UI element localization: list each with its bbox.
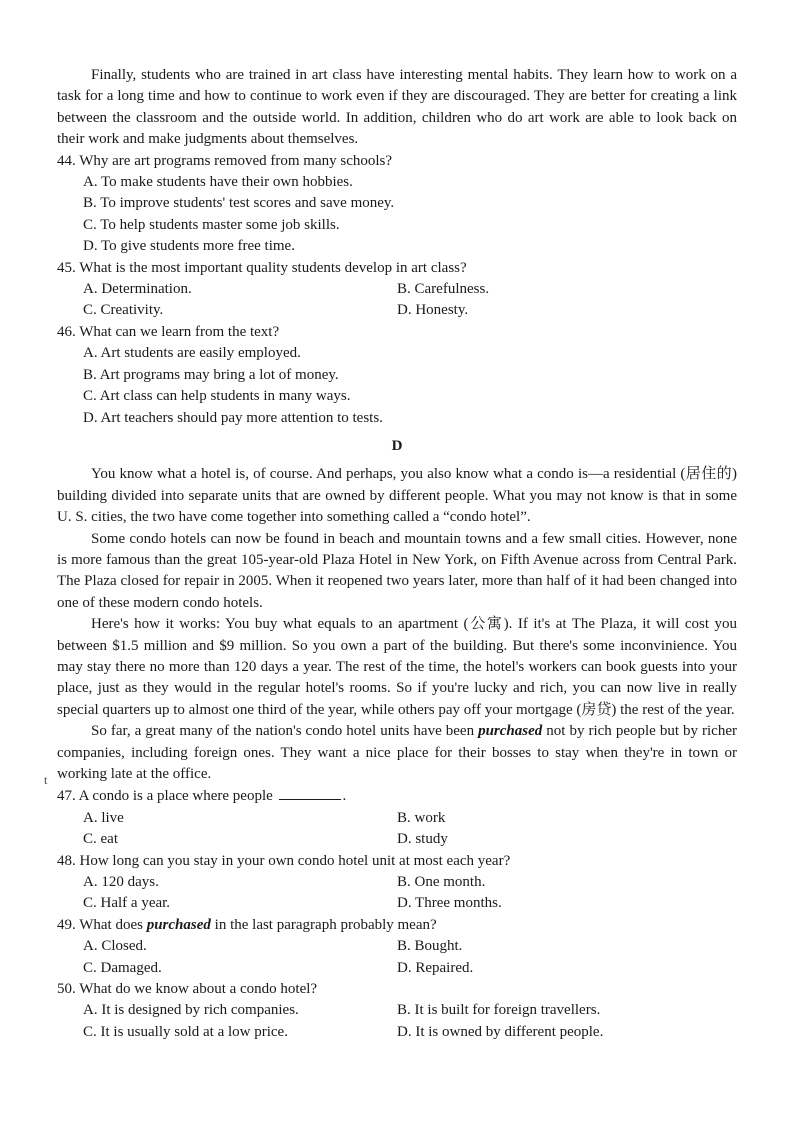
- passage-d-paragraph-2: Some condo hotels can now be found in beach and mountain towns and a few small cities. However, none is more famous than the great 105-year-old Plaza Hotel in New York, on Fifth Avenue across from Central Park. The Plaza closed for repair in 2005. When it reopened two years later, more than half of it had been changed into one of these modern condo hotels.: [57, 530, 737, 611]
- question-stem: [57, 915, 737, 936]
- question-44: [57, 151, 737, 258]
- question-stem: [57, 785, 737, 807]
- emphasized-word: purchased: [146, 916, 211, 933]
- option-d[interactable]: D. Repaired.: [397, 959, 474, 976]
- option-d[interactable]: D. Three months.: [397, 895, 502, 912]
- option-c[interactable]: C. Damaged.: [83, 959, 162, 976]
- option-b[interactable]: B. work: [397, 809, 446, 826]
- question-50: [57, 979, 737, 1043]
- option-b[interactable]: B. Bought.: [397, 938, 463, 955]
- option-c[interactable]: C. It is usually sold at a low price.: [83, 1023, 288, 1040]
- option-d[interactable]: D. Honesty.: [397, 302, 469, 319]
- stem-text-before: 47. A condo is a place where people: [57, 788, 277, 805]
- option-b[interactable]: B. Carefulness.: [397, 281, 490, 298]
- stem-text-after: in the last paragraph probably mean?: [210, 916, 437, 933]
- options-grid: [83, 872, 737, 915]
- question-stem: 44. Why are art programs removed from many schools?: [57, 152, 393, 169]
- question-stem: 50. What do we know about a condo hotel?: [57, 981, 318, 998]
- question-stem: 46. What can we learn from the text?: [57, 323, 280, 340]
- options-grid: [83, 1000, 737, 1043]
- paragraph-text-after: not by rich people but by richer companies, including foreign ones. They want a nice place for their bosses to stay when they're in town or working late at the office.: [57, 723, 737, 782]
- options-grid: [83, 279, 737, 322]
- stem-text-after: .: [342, 788, 347, 805]
- option-b[interactable]: B. It is built for foreign travellers.: [397, 1002, 601, 1019]
- option-a[interactable]: A. Closed.: [83, 938, 147, 955]
- option-a[interactable]: A. live: [83, 809, 124, 826]
- passage-d-paragraph-3: Here's how it works: You buy what equals to an apartment (公寓). If it's at The Plaza, it will cost you between $1.5 million and $9 million. So you own a part of the building. But there's some inconvinience. You may stay there no more than 120 days a year. The rest of the time, the hotel's workers can book guests into your place, just as they would in the regular hotel's rooms. So if you're lucky and rich, you can now live in really special quarters up to almost one third of the year, while others pay off your mortgage (房贷) the rest of the year.: [57, 616, 737, 718]
- option-d[interactable]: D. Art teachers should pay more attention to tests.: [83, 409, 383, 426]
- stem-text-before: 49. What does: [57, 916, 147, 933]
- option-a[interactable]: A. It is designed by rich companies.: [83, 1002, 299, 1019]
- option-b[interactable]: B. To improve students' test scores and save money.: [83, 195, 395, 212]
- question-46: [57, 322, 737, 429]
- question-stem: 45. What is the most important quality students develop in art class?: [57, 259, 467, 276]
- option-c[interactable]: C. Art class can help students in many ways.: [83, 388, 351, 405]
- exam-page: [57, 65, 737, 1043]
- passage-d-paragraph-4: [57, 721, 737, 785]
- option-a[interactable]: A. To make students have their own hobbies.: [83, 174, 353, 191]
- paragraph-text-before: So far, a great many of the nation's condo hotel units have been: [91, 723, 479, 740]
- option-c[interactable]: C. Creativity.: [83, 302, 164, 319]
- option-b[interactable]: B. One month.: [397, 874, 486, 891]
- options-grid: [83, 936, 737, 979]
- question-stem: 48. How long can you stay in your own condo hotel unit at most each year?: [57, 852, 511, 869]
- option-c[interactable]: C. Half a year.: [83, 895, 171, 912]
- question-45: [57, 258, 737, 322]
- option-a[interactable]: A. Art students are easily employed.: [83, 345, 301, 362]
- section-d-title-text: D: [391, 437, 403, 454]
- emphasized-word: purchased: [478, 723, 543, 740]
- question-48: [57, 851, 737, 915]
- option-d[interactable]: D. It is owned by different people.: [397, 1023, 604, 1040]
- options-grid: [83, 808, 737, 851]
- passage-c-final-paragraph: Finally, students who are trained in art class have interesting mental habits. They learn how to work on a task for a long time and how to continue to work even if they are discouraged. They are better for creating a link between the classroom and the outside world. In addition, children who do art work are able to look back on their work and make judgments about themselves.: [57, 67, 737, 148]
- passage-d-paragraph-1: You know what a hotel is, of course. And perhaps, you also know what a condo is—a residential (居住的) building divided into separate units that are owned by different people. What you may not know is that in some U. S. cities, the two have come together into something called a “condo hotel”.: [57, 466, 737, 526]
- option-c[interactable]: C. eat: [83, 831, 118, 848]
- option-d[interactable]: D. To give students more free time.: [83, 238, 295, 255]
- section-d-title: [57, 436, 737, 457]
- option-c[interactable]: C. To help students master some job skills.: [83, 216, 340, 233]
- margin-mark: t: [44, 773, 48, 787]
- question-49: [57, 915, 737, 979]
- answer-blank[interactable]: [279, 785, 341, 800]
- option-d[interactable]: D. study: [397, 831, 448, 848]
- question-47: [57, 785, 737, 850]
- option-b[interactable]: B. Art programs may bring a lot of money.: [83, 366, 339, 383]
- option-a[interactable]: A. 120 days.: [83, 874, 159, 891]
- option-a[interactable]: A. Determination.: [83, 281, 192, 298]
